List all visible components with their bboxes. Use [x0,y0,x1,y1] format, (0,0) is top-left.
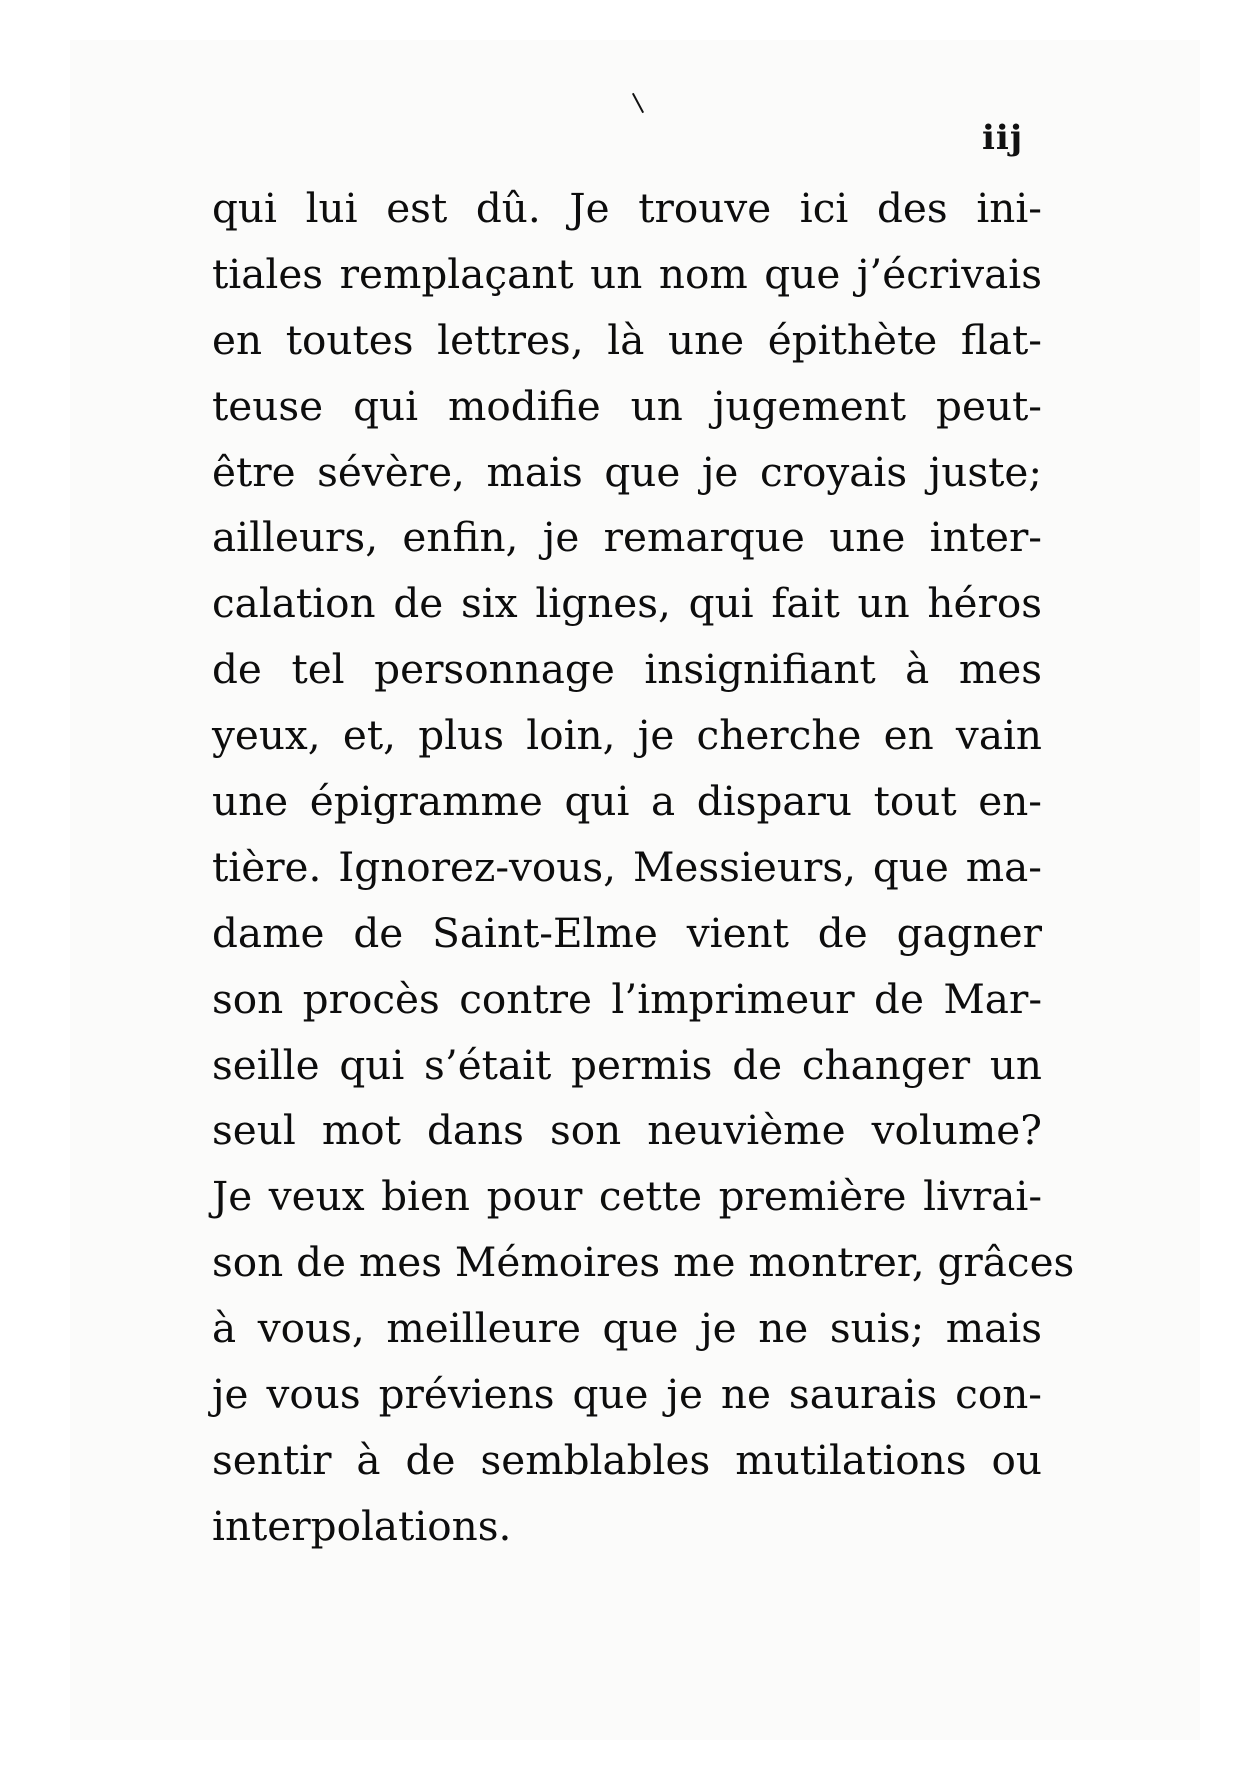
text-line: une épigramme qui a disparu tout en- [212,777,1042,826]
text-line: en toutes lettres, là une épithète flat- [212,315,1042,364]
text-line: calation de six lignes, qui fait un héros [212,579,1042,628]
body-text [212,176,1075,1560]
text-line: être sévère, mais que je croyais juste; [212,447,1042,496]
text-line: dame de Saint-Elme vient de gagner [212,908,1042,957]
text-line: tière. Ignorez-vous, Messieurs, que ma- [212,842,1042,891]
text-line: seille qui s’était permis de changer un [212,1040,1042,1089]
text-line: je vous préviens que je ne saurais con- [212,1370,1042,1419]
text-line: tiales remplaçant un nom que j’écrivais [212,249,1042,298]
page-number: iij [982,118,1024,158]
text-line: yeux, et, plus loin, je cherche en vain [212,711,1042,760]
text-line: seul mot dans son neuvième volume? [212,1106,1042,1155]
text-line: son de mes Mémoires me montrer, grâces [212,1238,1075,1287]
text-line: ailleurs, enfin, je remarque une inter- [212,513,1042,562]
text-line: à vous, meilleure que je ne suis; mais [212,1304,1042,1353]
text-line: interpolations. [212,1501,512,1550]
text-line: son procès contre l’imprimeur de Mar- [212,974,1042,1023]
text-line: sentir à de semblables mutilations ou [212,1435,1042,1484]
text-line: teuse qui modifie un jugement peut- [212,381,1042,430]
text-line: qui lui est dû. Je trouve ici des ini- [212,184,1042,232]
text-line: Je veux bien pour cette première livrai- [212,1172,1042,1221]
text-line: de tel personnage insignifiant à mes [212,645,1042,694]
